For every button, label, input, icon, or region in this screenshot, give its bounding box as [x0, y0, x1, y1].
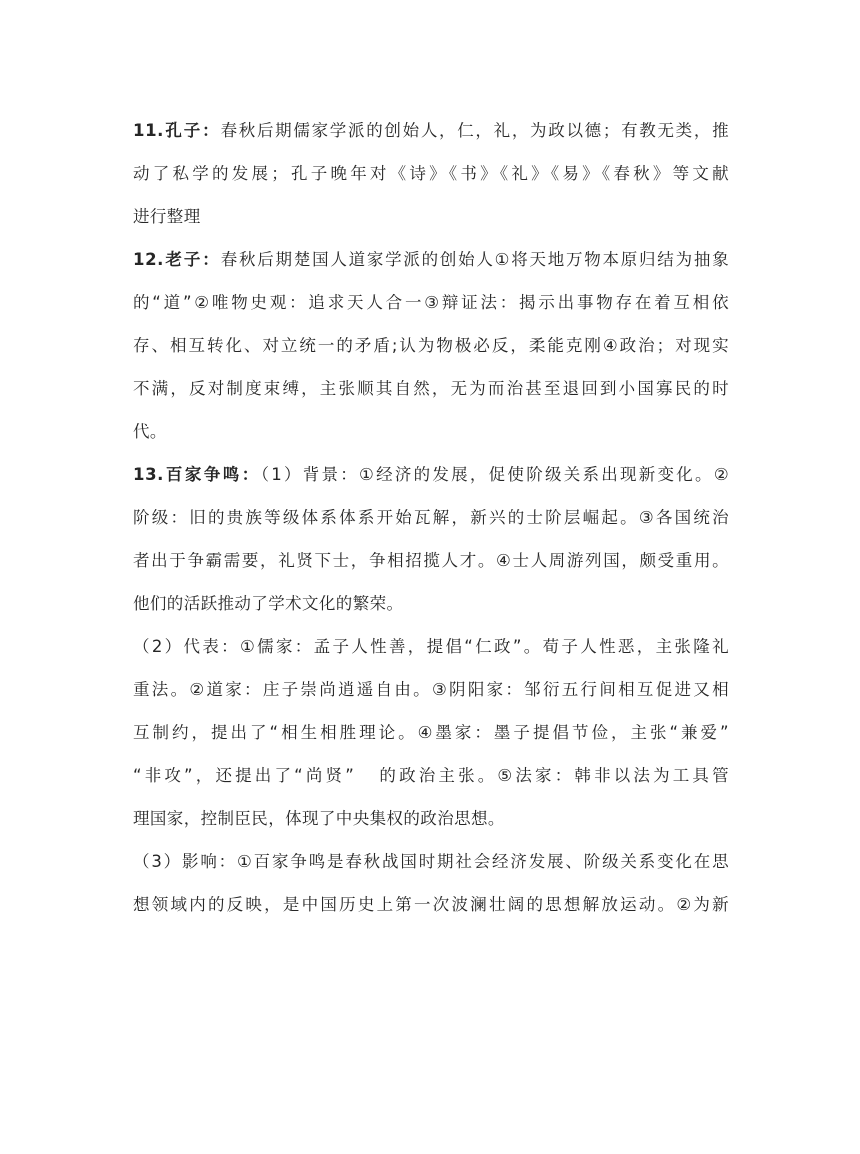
term-heading: 11.孔子：	[133, 121, 221, 140]
text-line: 存、相互转化、对立统一的矛盾;认为物极必反，柔能克刚④政治；对现实	[133, 336, 729, 355]
paragraph-laozi	[133, 243, 729, 458]
term-heading: 13.百家争鸣：	[133, 465, 261, 484]
text-line: 不满，反对制度束缚，主张顺其自然，无为而治甚至退回到小国寡民的时	[133, 379, 729, 398]
paragraph-representatives	[133, 630, 729, 845]
text-line: 他们的活跃推动了学术文化的繁荣。	[133, 594, 404, 613]
text-line: 想领域内的反映，是中国历史上第一次波澜壮阔的思想解放运动。②为新	[133, 895, 729, 914]
document-page	[133, 114, 729, 931]
paragraph-hundred-schools	[133, 458, 729, 630]
text-line: “非攻”，还提出了“尚贤” 的政治主张。⑤法家：韩非以法为工具管	[133, 766, 729, 785]
text-line: 的“道”②唯物史观：追求天人合一③辩证法：揭示出事物存在着互相依	[133, 293, 729, 312]
text-line: 阶级：旧的贵族等级体系体系开始瓦解，新兴的士阶层崛起。③各国统治	[133, 508, 729, 527]
text-line: （2）代表：①儒家：孟子人性善，提倡“仁政”。荀子人性恶，主张隆礼	[133, 637, 729, 656]
text-line: 互制约，提出了“相生相胜理论。④墨家：墨子提倡节俭，主张“兼爱”	[133, 723, 729, 742]
text-line: （3）影响：①百家争鸣是春秋战国时期社会经济发展、阶级关系变化在思	[133, 852, 729, 871]
paragraph-confucius	[133, 114, 729, 243]
text-line: 动了私学的发展；孔子晚年对《诗》《书》《礼》《易》《春秋》等文献	[133, 164, 729, 183]
text-line: 进行整理	[133, 207, 201, 226]
text-line: 代。	[133, 422, 167, 441]
text-line: 12.老子：春秋后期楚国人道家学派的创始人①将天地万物本原归结为抽象	[133, 250, 729, 269]
paragraph-influence	[133, 845, 729, 931]
term-heading: 12.老子：	[133, 250, 221, 269]
text-line: 13.百家争鸣：（1）背景：①经济的发展，促使阶级关系出现新变化。②	[133, 465, 730, 484]
text-line: 者出于争霸需要，礼贤下士，争相招揽人才。④士人周游列国，颇受重用。	[133, 551, 729, 570]
text-line: 理国家，控制臣民，体现了中央集权的政治思想。	[133, 809, 505, 828]
text-line: 11.孔子：春秋后期儒家学派的创始人，仁，礼，为政以德；有教无类，推	[133, 121, 729, 140]
text-line: 重法。②道家：庄子崇尚逍遥自由。③阴阳家：邹衍五行间相互促进又相	[133, 680, 729, 699]
